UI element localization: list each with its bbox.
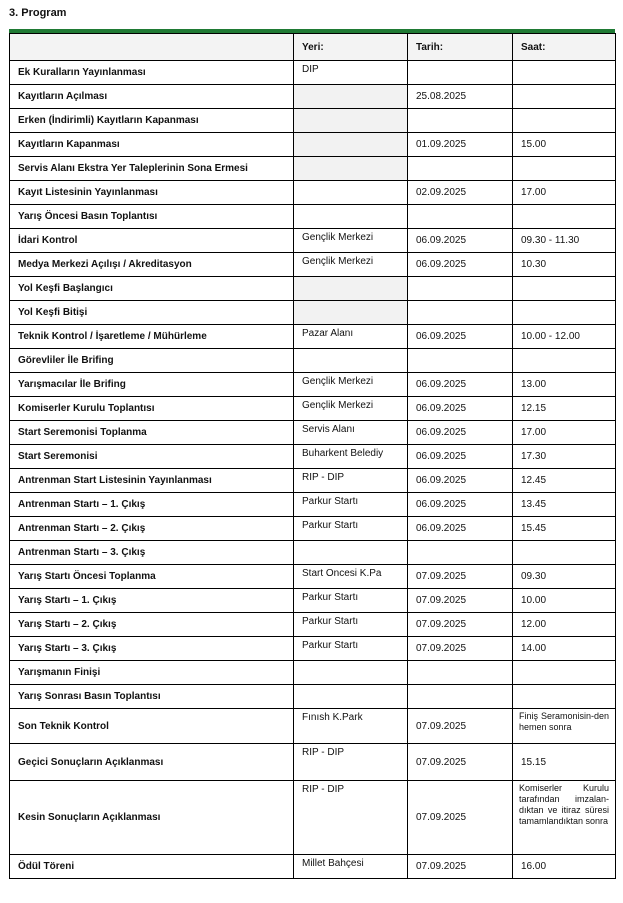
table-row: [10, 744, 616, 781]
event-cell: Komiserler Kurulu Toplantısı: [10, 397, 294, 421]
date-cell: 25.08.2025: [408, 85, 513, 109]
event-cell: Görevliler İle Brifing: [10, 349, 294, 373]
place-cell: Parkur Startı: [294, 517, 408, 541]
event-cell: Yarış Startı – 2. Çıkış: [10, 613, 294, 637]
time-cell: 09.30: [513, 565, 616, 589]
place-cell: RIP - DIP: [294, 781, 408, 855]
time-cell: [513, 301, 616, 325]
time-cell: 15.00: [513, 133, 616, 157]
table-row: [10, 421, 616, 445]
event-cell: Servis Alanı Ekstra Yer Taleplerinin Sona Ermesi: [10, 157, 294, 181]
time-cell: [513, 109, 616, 133]
date-cell: 06.09.2025: [408, 253, 513, 277]
event-cell: Medya Merkezi Açılışı / Akreditasyon: [10, 253, 294, 277]
date-cell: [408, 109, 513, 133]
event-cell: Antrenman Start Listesinin Yayınlanması: [10, 469, 294, 493]
date-cell: [408, 661, 513, 685]
time-cell: 10.00: [513, 589, 616, 613]
place-cell: [294, 661, 408, 685]
place-cell: Start Oncesi K.Pa: [294, 565, 408, 589]
section-title: 3. Program: [9, 7, 67, 19]
place-cell: Servis Alanı: [294, 421, 408, 445]
time-cell: 12.15: [513, 397, 616, 421]
place-cell: RIP - DIP: [294, 469, 408, 493]
event-cell: Yarış Startı Öncesi Toplanma: [10, 565, 294, 589]
table-row: [10, 685, 616, 709]
place-cell: [294, 349, 408, 373]
table-row: [10, 349, 616, 373]
place-cell: Gençlik Merkezi: [294, 397, 408, 421]
event-cell: Yarışmacılar İle Brifing: [10, 373, 294, 397]
place-cell: [294, 85, 408, 109]
table-row: [10, 181, 616, 205]
event-cell: Antrenman Startı – 3. Çıkış: [10, 541, 294, 565]
date-cell: 07.09.2025: [408, 613, 513, 637]
table-row: [10, 517, 616, 541]
place-cell: Parkur Startı: [294, 613, 408, 637]
table-row: [10, 325, 616, 349]
event-cell: Yarışmanın Finişi: [10, 661, 294, 685]
event-cell: Yarış Sonrası Basın Toplantısı: [10, 685, 294, 709]
table-row: [10, 61, 616, 85]
time-cell: 14.00: [513, 637, 616, 661]
time-cell: 09.30 - 11.30: [513, 229, 616, 253]
time-cell: [513, 205, 616, 229]
event-cell: Erken (İndirimli) Kayıtların Kapanması: [10, 109, 294, 133]
event-cell: Son Teknik Kontrol: [10, 709, 294, 744]
time-cell: [513, 685, 616, 709]
place-cell: [294, 541, 408, 565]
time-cell: 10.30: [513, 253, 616, 277]
event-cell: Start Seremonisi Toplanma: [10, 421, 294, 445]
event-cell: Yol Keşfi Başlangıcı: [10, 277, 294, 301]
header-row: [10, 34, 616, 61]
time-cell: 12.00: [513, 613, 616, 637]
date-cell: 06.09.2025: [408, 397, 513, 421]
table-row: [10, 373, 616, 397]
date-cell: 02.09.2025: [408, 181, 513, 205]
date-cell: 06.09.2025: [408, 229, 513, 253]
place-cell: Fınısh K.Park: [294, 709, 408, 744]
event-cell: Ek Kuralların Yayınlanması: [10, 61, 294, 85]
table-row: [10, 709, 616, 744]
time-cell: [513, 85, 616, 109]
time-cell: 17.00: [513, 421, 616, 445]
header-date: Tarih:: [408, 34, 513, 61]
time-cell: 16.00: [513, 855, 616, 879]
table-row: [10, 445, 616, 469]
date-cell: [408, 541, 513, 565]
table-row: [10, 781, 616, 855]
place-cell: [294, 277, 408, 301]
time-cell: 15.45: [513, 517, 616, 541]
table-row: [10, 229, 616, 253]
place-cell: [294, 181, 408, 205]
time-cell: [513, 277, 616, 301]
header-place: Yeri:: [294, 34, 408, 61]
table-row: [10, 85, 616, 109]
time-cell: 13.45: [513, 493, 616, 517]
time-cell: Komiserler Kurulu tarafından imzalan-dıktan ve itiraz süresi tamamlandıktan sonra: [513, 781, 616, 855]
table-row: [10, 613, 616, 637]
table-row: [10, 253, 616, 277]
date-cell: 07.09.2025: [408, 589, 513, 613]
place-cell: Parkur Startı: [294, 637, 408, 661]
place-cell: [294, 133, 408, 157]
table-row: [10, 205, 616, 229]
place-cell: RIP - DIP: [294, 744, 408, 781]
date-cell: 07.09.2025: [408, 855, 513, 879]
program-table: [9, 33, 616, 879]
place-cell: [294, 685, 408, 709]
date-cell: 07.09.2025: [408, 565, 513, 589]
event-cell: Yarış Startı – 3. Çıkış: [10, 637, 294, 661]
event-cell: Antrenman Startı – 1. Çıkış: [10, 493, 294, 517]
table-row: [10, 565, 616, 589]
time-cell: [513, 61, 616, 85]
date-cell: 06.09.2025: [408, 517, 513, 541]
place-cell: [294, 205, 408, 229]
event-cell: Kayıtların Açılması: [10, 85, 294, 109]
time-cell: [513, 157, 616, 181]
table-row: [10, 277, 616, 301]
date-cell: 06.09.2025: [408, 373, 513, 397]
table-row: [10, 109, 616, 133]
place-cell: Millet Bahçesi: [294, 855, 408, 879]
event-cell: Teknik Kontrol / İşaretleme / Mühürleme: [10, 325, 294, 349]
date-cell: 01.09.2025: [408, 133, 513, 157]
date-cell: 06.09.2025: [408, 445, 513, 469]
table-row: [10, 855, 616, 879]
date-cell: [408, 301, 513, 325]
place-cell: [294, 301, 408, 325]
date-cell: [408, 61, 513, 85]
place-cell: [294, 157, 408, 181]
table-row: [10, 493, 616, 517]
table-row: [10, 157, 616, 181]
event-cell: Yarış Startı – 1. Çıkış: [10, 589, 294, 613]
date-cell: 06.09.2025: [408, 325, 513, 349]
date-cell: 06.09.2025: [408, 469, 513, 493]
date-cell: [408, 157, 513, 181]
date-cell: 07.09.2025: [408, 709, 513, 744]
table-row: [10, 469, 616, 493]
place-cell: Parkur Startı: [294, 493, 408, 517]
place-cell: Pazar Alanı: [294, 325, 408, 349]
table-row: [10, 637, 616, 661]
table-row: [10, 541, 616, 565]
time-cell: Finiş Seramonisin-den hemen sonra: [513, 709, 616, 744]
time-cell: [513, 661, 616, 685]
date-cell: 07.09.2025: [408, 744, 513, 781]
event-cell: Antrenman Startı – 2. Çıkış: [10, 517, 294, 541]
event-cell: Yarış Öncesi Basın Toplantısı: [10, 205, 294, 229]
time-cell: 12.45: [513, 469, 616, 493]
event-cell: Yol Keşfi Bitişi: [10, 301, 294, 325]
time-cell: [513, 349, 616, 373]
table-row: [10, 301, 616, 325]
header-event: [10, 34, 294, 61]
place-cell: Gençlik Merkezi: [294, 229, 408, 253]
place-cell: Parkur Startı: [294, 589, 408, 613]
time-cell: [513, 541, 616, 565]
time-cell: 15.15: [513, 744, 616, 781]
event-cell: Geçici Sonuçların Açıklanması: [10, 744, 294, 781]
date-cell: [408, 349, 513, 373]
event-cell: Kayıtların Kapanması: [10, 133, 294, 157]
time-cell: 17.00: [513, 181, 616, 205]
place-cell: [294, 109, 408, 133]
place-cell: Buharkent Belediy: [294, 445, 408, 469]
date-cell: 06.09.2025: [408, 493, 513, 517]
event-cell: Kesin Sonuçların Açıklanması: [10, 781, 294, 855]
time-cell: 17.30: [513, 445, 616, 469]
date-cell: [408, 205, 513, 229]
table-row: [10, 397, 616, 421]
event-cell: Start Seremonisi: [10, 445, 294, 469]
time-cell: 10.00 - 12.00: [513, 325, 616, 349]
date-cell: [408, 685, 513, 709]
place-cell: DIP: [294, 61, 408, 85]
time-cell: 13.00: [513, 373, 616, 397]
date-cell: 06.09.2025: [408, 421, 513, 445]
table-row: [10, 661, 616, 685]
header-time: Saat:: [513, 34, 616, 61]
event-cell: İdari Kontrol: [10, 229, 294, 253]
date-cell: 07.09.2025: [408, 781, 513, 855]
event-cell: Kayıt Listesinin Yayınlanması: [10, 181, 294, 205]
date-cell: 07.09.2025: [408, 637, 513, 661]
table-row: [10, 133, 616, 157]
event-cell: Ödül Töreni: [10, 855, 294, 879]
date-cell: [408, 277, 513, 301]
place-cell: Gençlik Merkezi: [294, 253, 408, 277]
place-cell: Gençlik Merkezi: [294, 373, 408, 397]
table-row: [10, 589, 616, 613]
